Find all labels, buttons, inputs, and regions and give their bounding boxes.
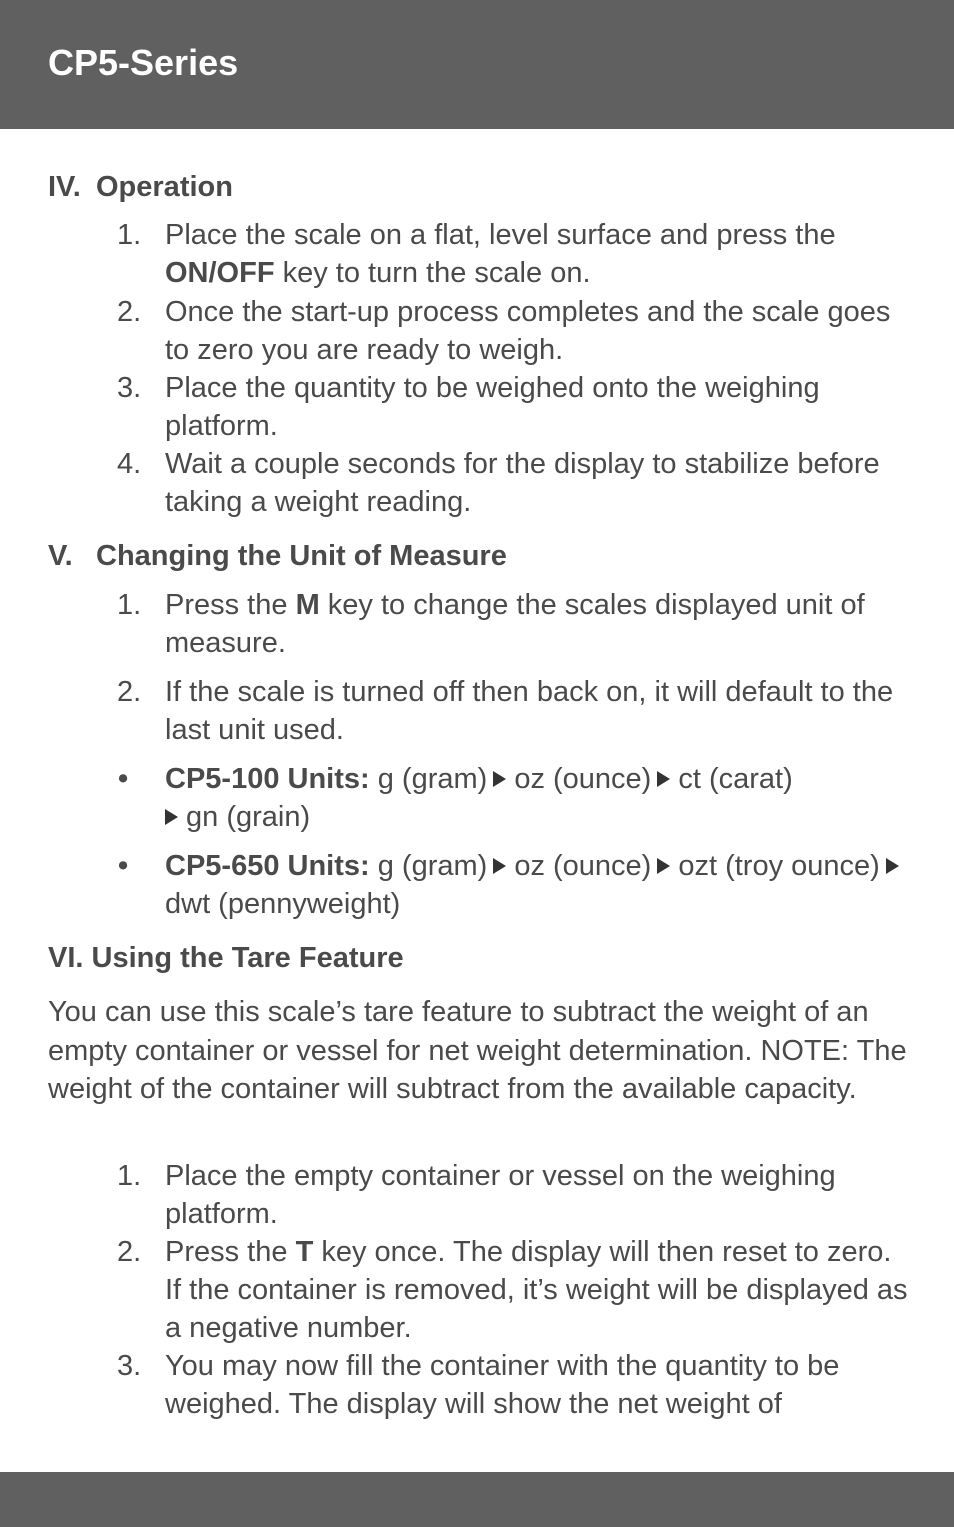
item-text: If the scale is turned off then back on, it will default to the last unit used. bbox=[165, 676, 894, 746]
unit-name: oz (ounce) bbox=[514, 850, 652, 882]
bullet-text bbox=[165, 760, 913, 836]
arrow-right-icon bbox=[657, 858, 670, 874]
item-text bbox=[165, 216, 913, 292]
unit-name: gn (grain) bbox=[186, 801, 311, 833]
key-name: ON/OFF bbox=[165, 257, 275, 289]
unit-name: ozt (troy ounce) bbox=[678, 850, 880, 882]
page-footer bbox=[0, 1472, 954, 1527]
section-heading-tare bbox=[48, 939, 404, 977]
item-number: 3. bbox=[117, 372, 142, 404]
item-text: You may now fill the container with the quantity to be weighed. The display will show the net weight of bbox=[165, 1350, 840, 1420]
item-text-part: Place the scale on a flat, level surface and press the bbox=[165, 219, 836, 251]
tare-intro-paragraph: You can use this scale’s tare feature to subtract the weight of an empty container or vessel for net weight determination. NOTE: The weight of the container will subtract from the available capacity. bbox=[48, 996, 907, 1105]
item-number: 3. bbox=[117, 1350, 142, 1382]
item-text: Place the quantity to be weighed onto the weighing platform. bbox=[165, 372, 820, 442]
section-title: Changing the Unit of Measure bbox=[96, 540, 507, 572]
item-text bbox=[165, 1233, 913, 1347]
arrow-right-icon bbox=[886, 858, 899, 874]
item-number: 2. bbox=[117, 1236, 142, 1268]
key-name: T bbox=[295, 1236, 314, 1268]
section-title: Operation bbox=[96, 171, 233, 203]
item-text: Place the empty container or vessel on the weighing platform. bbox=[165, 1160, 836, 1230]
unit-name: ct (carat) bbox=[678, 763, 793, 795]
bullet-marker: • bbox=[118, 763, 129, 795]
section-heading-operation bbox=[48, 168, 233, 206]
item-text-part: key once. The display will then reset to zero. If the container is removed, it’s weight will be displayed as a negative number. bbox=[165, 1236, 908, 1344]
item-number: 1. bbox=[117, 589, 142, 621]
page-header bbox=[0, 0, 954, 129]
item-number: 4. bbox=[117, 448, 142, 480]
item-number: 2. bbox=[117, 296, 142, 328]
item-text: Wait a couple seconds for the display to stabilize before taking a weight reading. bbox=[165, 448, 880, 518]
arrow-right-icon bbox=[493, 858, 506, 874]
arrow-right-icon bbox=[657, 771, 670, 787]
item-text-part: key to turn the scale on. bbox=[274, 257, 591, 289]
section-heading-units bbox=[48, 537, 507, 575]
item-text-part: key to change the scales displayed unit of measure. bbox=[165, 589, 865, 659]
section-number: V. bbox=[48, 540, 73, 572]
section-title: Using the Tare Feature bbox=[91, 942, 404, 974]
bullet-text bbox=[165, 847, 913, 923]
unit-name: g (gram) bbox=[377, 850, 488, 882]
page-title: CP5-Series bbox=[48, 42, 239, 83]
section-number: IV. bbox=[48, 171, 81, 203]
key-name: M bbox=[295, 589, 320, 621]
arrow-right-icon bbox=[165, 809, 178, 825]
item-number: 2. bbox=[117, 676, 142, 708]
item-text-part: Press the bbox=[165, 1236, 296, 1268]
unit-name: oz (ounce) bbox=[514, 763, 652, 795]
item-number: 1. bbox=[117, 219, 142, 251]
model-label: CP5-100 Units: bbox=[165, 763, 370, 795]
unit-name: g (gram) bbox=[377, 763, 488, 795]
item-text bbox=[165, 586, 913, 662]
item-text-part: Press the bbox=[165, 589, 296, 621]
model-label: CP5-650 Units: bbox=[165, 850, 370, 882]
item-text: Once the start-up process completes and the scale goes to zero you are ready to weigh. bbox=[165, 296, 891, 366]
section-number: VI. bbox=[48, 942, 84, 974]
bullet-marker: • bbox=[118, 850, 129, 882]
unit-name: dwt (pennyweight) bbox=[165, 888, 401, 920]
item-number: 1. bbox=[117, 1160, 142, 1192]
arrow-right-icon bbox=[493, 771, 506, 787]
